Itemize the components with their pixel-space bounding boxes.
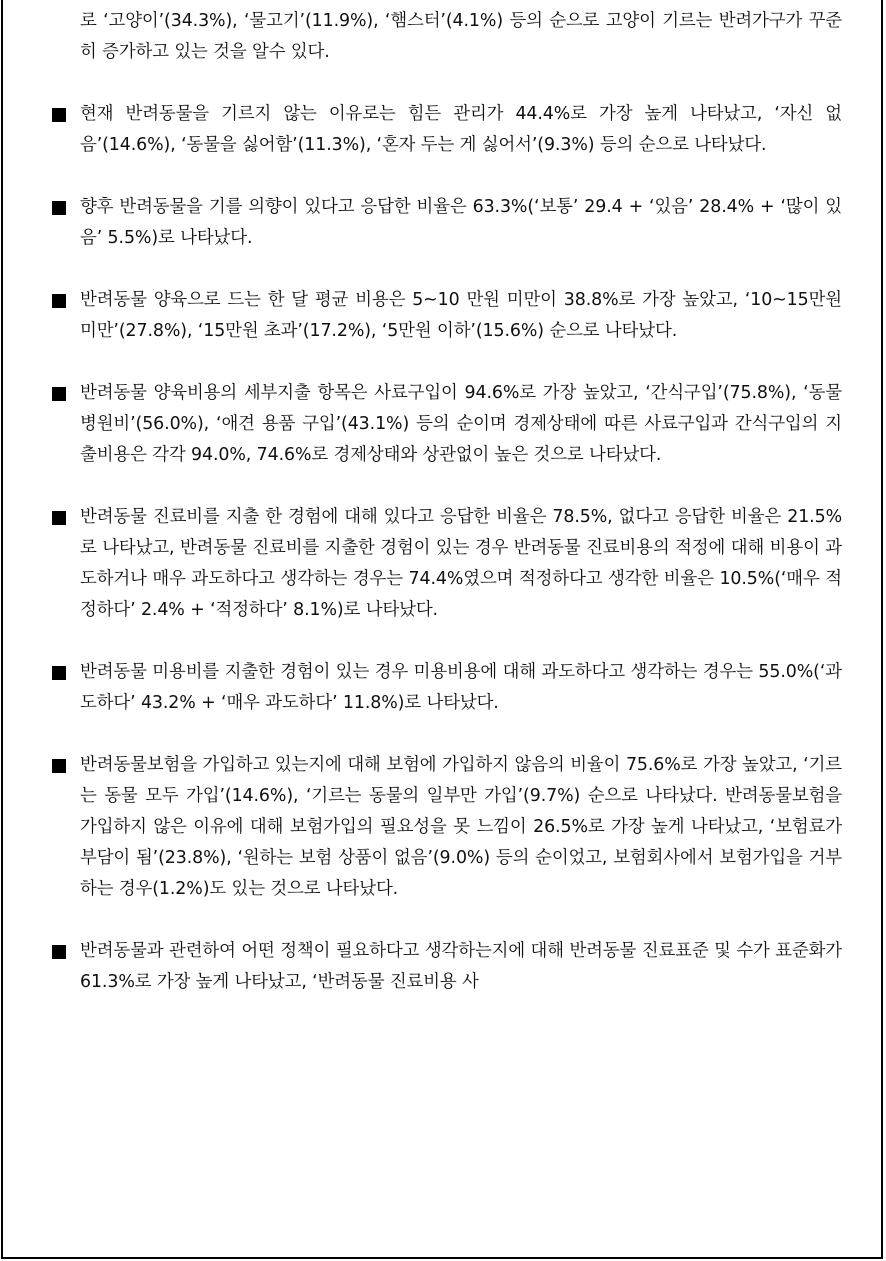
list-item-text: 현재 반려동물을 기르지 않는 이유로는 힘든 관리가 44.4%로 가장 높게 나타났고, ‘자신 없음’(14.6%), ‘동물을 싫어함’(11.3%), ‘혼자 두는 게 싫어서’(9.3%) 등의 순으로 나타났다.: [80, 104, 842, 155]
list-item-text: 반려동물 양육으로 드는 한 달 평균 비용은 5~10 만원 미만이 38.8%로 가장 높았고, ‘10~15만원 미만’(27.8%), ‘15만원 초과’(17.2%), ‘5만원 이하’(15.6%) 순으로 나타났다.: [80, 290, 842, 341]
square-bullet-icon: [52, 666, 66, 680]
list-item: [52, 192, 842, 254]
list-item: [52, 99, 842, 161]
square-bullet-icon: [52, 511, 66, 525]
square-bullet-icon: [52, 108, 66, 122]
list-item-text: 반려동물 진료비를 지출 한 경험에 대해 있다고 응답한 비율은 78.5%, 없다고 응답한 비율은 21.5%로 나타났고, 반려동물 진료비를 지출한 경험이 있는 경우 반려동물 진료비용의 적정에 대해 비용이 과도하거나 매우 과도하다고 생각하는 경우는 74.4%였으며 적정하다고 생각한 비율은 10.5%(‘매우 적정하다’ 2.4% + ‘적정하다’ 8.1%)로 나타났다.: [80, 507, 842, 620]
continuation-paragraph: 로 ‘고양이’(34.3%), ‘물고기’(11.9%), ‘햄스터’(4.1%) 등의 순으로 고양이 기르는 반려가구가 꾸준히 증가하고 있는 것을 알수 있다.: [80, 11, 842, 62]
square-bullet-icon: [52, 387, 66, 401]
list-item: [52, 750, 842, 905]
list-item-text: 반려동물 미용비를 지출한 경험이 있는 경우 미용비용에 대해 과도하다고 생각하는 경우는 55.0%(‘과도하다’ 43.2% + ‘매우 과도하다’ 11.8%)로 나타났다.: [80, 662, 842, 713]
document-body: [52, 6, 842, 998]
square-bullet-icon: [52, 201, 66, 215]
list-item: [52, 936, 842, 998]
list-item: [52, 285, 842, 347]
square-bullet-icon: [52, 759, 66, 773]
square-bullet-icon: [52, 294, 66, 308]
square-bullet-icon: [52, 945, 66, 959]
list-item: [52, 378, 842, 471]
list-item-text: 반려동물보험을 가입하고 있는지에 대해 보험에 가입하지 않음의 비율이 75.6%로 가장 높았고, ‘기르는 동물 모두 가입’(14.6%), ‘기르는 동물의 일부만 가입’(9.7%) 순으로 나타났다. 반려동물보험을 가입하지 않은 이유에 대해 보험가입의 필요성을 못 느낌이 26.5%로 가장 높게 나타났고, ‘보험료가 부담이 됨’(23.8%), ‘원하는 보험 상품이 없음’(9.0%) 등의 순이었고, 보험회사에서 보험가입을 거부하는 경우(1.2%)도 있는 것으로 나타났다.: [80, 755, 842, 899]
list-item-text: 반려동물 양육비용의 세부지출 항목은 사료구입이 94.6%로 가장 높았고, ‘간식구입’(75.8%), ‘동물병원비’(56.0%), ‘애견 용품 구입’(43.1%) 등의 순이며 경제상태에 따른 사료구입과 간식구입의 지출비용은 각각 94.0%, 74.6%로 경제상태와 상관없이 높은 것으로 나타났다.: [80, 383, 842, 465]
list-item-text: 반려동물과 관련하여 어떤 정책이 필요하다고 생각하는지에 대해 반려동물 진료표준 및 수가 표준화가 61.3%로 가장 높게 나타났고, ‘반려동물 진료비용 사: [80, 941, 842, 992]
list-item: [52, 657, 842, 719]
list-item-text: 향후 반려동물을 기를 의향이 있다고 응답한 비율은 63.3%(‘보통’ 29.4 + ‘있음’ 28.4% + ‘많이 있음’ 5.5%)로 나타났다.: [80, 197, 842, 248]
list-item: [52, 502, 842, 626]
